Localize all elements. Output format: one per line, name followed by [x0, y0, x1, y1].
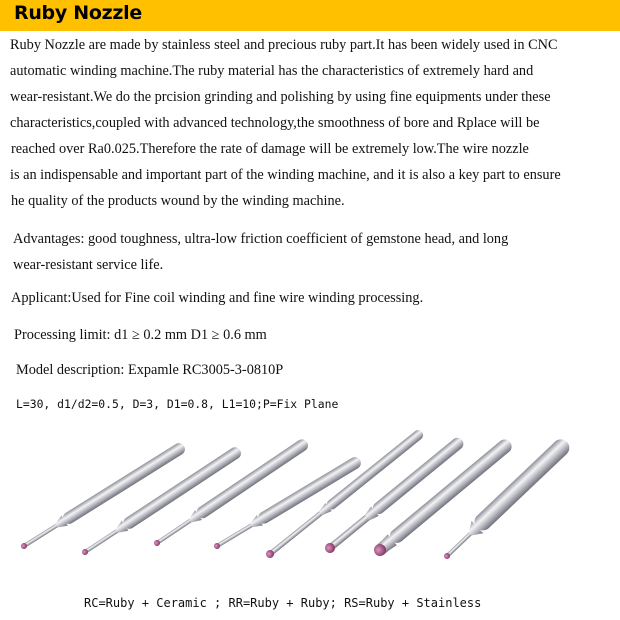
nozzle-body: [370, 435, 465, 516]
nozzle-tip: [84, 527, 121, 553]
nozzle: [439, 436, 573, 564]
applicant-text: Applicant:Used for Fine coil winding and fine wire winding processing.: [11, 290, 424, 306]
description-line: reached over Ra0.025.Therefore the rate of damage will be extremely low.The wire nozzle: [11, 141, 529, 157]
nozzle-body: [121, 445, 243, 531]
nozzle-body: [194, 437, 310, 521]
nozzle-tip: [156, 517, 195, 545]
nozzle-tip: [216, 522, 256, 548]
description-line: Ruby Nozzle are made by stainless steel and precious ruby part.It has been widely used in CNC: [10, 37, 558, 53]
advantages-line: Advantages: good toughness, ultra-low friction coefficient of gemstone head, and long: [13, 231, 509, 247]
description-line: he quality of the products wound by the winding machine.: [11, 193, 345, 209]
description-line: is an indispensable and important part of the winding machine, and it is also a key part to ensure: [10, 167, 561, 183]
nozzle-tip: [446, 530, 475, 558]
model-params-text: L=30, d1/d2=0.5, D=3, D1=0.8, L1=10;P=Fix Plane: [16, 397, 339, 411]
description-line: automatic winding machine.The ruby material has the characteristics of extremely hard and: [10, 63, 534, 79]
processing-limit-text: Processing limit: d1 ≥ 0.2 mm D1 ≥ 0.6 mm: [14, 327, 267, 343]
description-line: wear-resistant.We do the prcision grinding and polishing by using fine equipments under these: [10, 89, 551, 105]
legend-text: RC=Ruby + Ceramic ; RR=Ruby + Ruby; RS=Ruby + Stainless: [84, 596, 482, 610]
model-description-text: Model description: Expamle RC3005-3-0810P: [16, 362, 284, 378]
nozzle-tip: [23, 522, 61, 548]
ruby-nozzles-photo: [0, 420, 620, 585]
page-title: Ruby Nozzle: [14, 2, 142, 24]
description-line: characteristics,coupled with advanced technology,the smoothness of bore and Rplace will be: [10, 115, 540, 131]
advantages-line: wear-resistant service life.: [13, 257, 164, 273]
title-bar: [0, 0, 620, 31]
nozzle-body: [471, 436, 573, 534]
nozzle-body: [61, 441, 188, 526]
nozzle-tip: [328, 512, 373, 550]
